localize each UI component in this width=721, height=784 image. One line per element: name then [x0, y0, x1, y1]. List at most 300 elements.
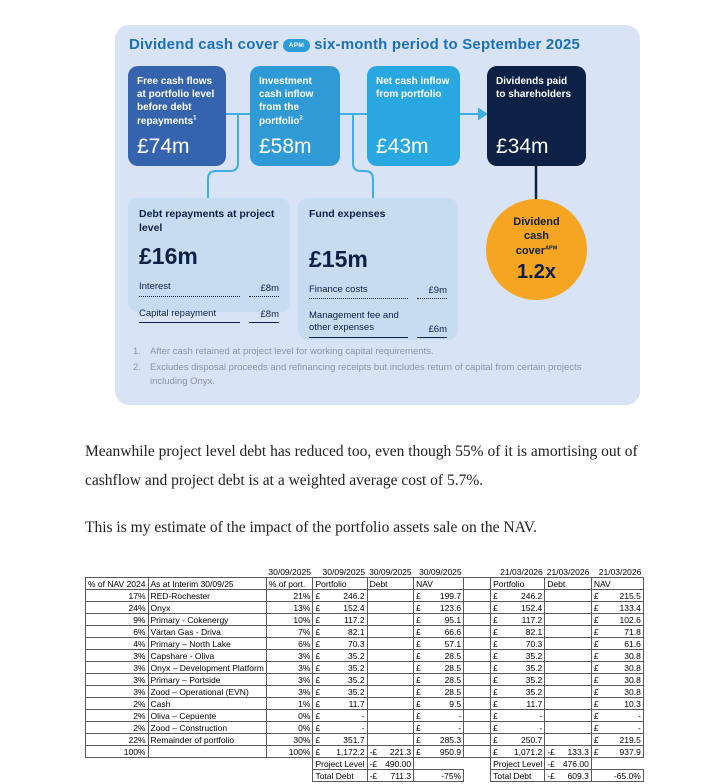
flow-box-dividends-paid	[487, 66, 586, 166]
currency-symbol-cell: £	[414, 698, 426, 710]
value-cell: 133.3	[557, 746, 591, 758]
currency-symbol-cell: £	[491, 614, 503, 626]
table-cell	[367, 614, 379, 626]
gap-cell	[464, 602, 491, 614]
table-cell	[545, 722, 557, 734]
pct-port-cell: 30%	[266, 734, 313, 746]
currency-symbol-cell: £	[591, 698, 603, 710]
value-cell: -	[503, 722, 545, 734]
pct-nav-2024-cell: 17%	[86, 590, 149, 602]
circle-value: 1.2x	[517, 260, 556, 283]
value-cell: 30.8	[603, 686, 643, 698]
pct-port-cell: 3%	[266, 674, 313, 686]
pct-port-cell: 6%	[266, 638, 313, 650]
value-cell: 35.2	[503, 650, 545, 662]
value-cell: 66.6	[426, 626, 464, 638]
gap-cell	[464, 626, 491, 638]
pct-nav-2024-cell: 100%	[86, 746, 149, 758]
footnote	[133, 361, 619, 388]
value-cell: 476.00	[557, 758, 591, 770]
table-cell	[545, 626, 557, 638]
value-cell: 117.2	[326, 614, 367, 626]
currency-symbol-cell: -£	[545, 758, 557, 770]
currency-symbol-cell: -£	[367, 770, 379, 782]
table-cell	[557, 614, 591, 626]
asset-name-cell: Onyx – Development Platform	[148, 662, 266, 674]
table-cell	[380, 650, 414, 662]
gap-cell	[464, 734, 491, 746]
row-value: £9m	[417, 285, 447, 299]
currency-symbol-cell: £	[491, 638, 503, 650]
date-header-cell: 30/09/2025	[268, 566, 311, 577]
column-header-cell: Debt	[545, 578, 592, 590]
value-cell: 215.5	[603, 590, 643, 602]
table-cell	[545, 662, 557, 674]
currency-symbol-cell: £	[591, 662, 603, 674]
row-value: £8m	[249, 309, 279, 323]
fund-box-row	[309, 284, 447, 299]
debt-box-row	[139, 281, 279, 296]
value-cell: 70.3	[503, 638, 545, 650]
row-label: Management fee and other expenses	[309, 310, 408, 338]
table-date-row	[86, 566, 644, 578]
asset-name-cell: RED-Rochester	[148, 590, 266, 602]
table-cell	[557, 590, 591, 602]
table-cell	[367, 602, 379, 614]
summary-pct-cell: -65.0%	[591, 770, 643, 782]
value-cell: 11.7	[326, 698, 367, 710]
table-row	[86, 614, 644, 626]
table-row	[86, 662, 644, 674]
body-text	[85, 438, 663, 561]
currency-symbol-cell: £	[313, 722, 326, 734]
debt-box-value: £16m	[139, 243, 198, 270]
flow-box-net-cash-inflow	[367, 66, 460, 166]
footnote	[133, 345, 619, 358]
table-cell	[464, 770, 491, 782]
table-row	[86, 698, 644, 710]
pct-port-cell: 3%	[266, 662, 313, 674]
currency-symbol-cell: £	[414, 650, 426, 662]
date-header-cell	[148, 566, 266, 578]
table-cell	[367, 734, 379, 746]
summary-label-cell: Project Level	[313, 758, 367, 770]
table-cell	[545, 638, 557, 650]
table-cell	[557, 626, 591, 638]
fund-box-title: Fund expenses	[309, 208, 386, 220]
currency-symbol-cell: £	[591, 686, 603, 698]
table-cell	[380, 626, 414, 638]
value-cell: 285.3	[426, 734, 464, 746]
currency-symbol-cell: £	[414, 602, 426, 614]
table-cell	[557, 638, 591, 650]
pct-nav-2024-cell: 9%	[86, 614, 149, 626]
currency-symbol-cell: £	[313, 602, 326, 614]
table-cell	[545, 734, 557, 746]
paragraph: Meanwhile project level debt has reduced too, even though 55% of it is amortising out of cashflow and project debt is at a weighted average cost of 5.7%.	[85, 443, 638, 489]
column-header-cell: NAV	[414, 578, 464, 590]
column-header-cell: % of port.	[266, 578, 313, 590]
currency-symbol-cell: -£	[545, 746, 557, 758]
currency-symbol-cell: £	[313, 590, 326, 602]
column-header-cell: As at Interim 30/09/25	[148, 578, 266, 590]
table-cell	[266, 770, 313, 782]
value-cell: 30.8	[603, 674, 643, 686]
currency-symbol-cell: £	[591, 746, 603, 758]
currency-symbol-cell: £	[414, 710, 426, 722]
table-cell	[367, 662, 379, 674]
date-header-cell	[464, 566, 491, 578]
value-cell: 246.2	[326, 590, 367, 602]
table-cell	[380, 722, 414, 734]
currency-symbol-cell: £	[491, 722, 503, 734]
table-cell	[557, 674, 591, 686]
pct-nav-2024-cell: 3%	[86, 650, 149, 662]
flow-box-label: Net cash inflow from portfolio	[376, 76, 450, 101]
table-cell	[380, 590, 414, 602]
pct-nav-2024-cell: 6%	[86, 626, 149, 638]
pct-port-cell: 0%	[266, 710, 313, 722]
value-cell: 937.9	[603, 746, 643, 758]
currency-symbol-cell: £	[414, 614, 426, 626]
column-header-cell: % of NAV 2024	[86, 578, 149, 590]
column-header-cell: Portfolio	[491, 578, 545, 590]
table-cell	[148, 758, 266, 770]
flow-box-free-cash-flows	[128, 66, 226, 166]
currency-symbol-cell: £	[591, 722, 603, 734]
table-summary-row	[86, 758, 644, 770]
gap-cell	[464, 722, 491, 734]
circle-label: Dividend cash cover$^{APM}$	[513, 216, 560, 257]
asset-name-cell: Capshare - Oliva	[148, 650, 266, 662]
footnote-text: After cash retained at project level for working capital requirements.	[150, 346, 434, 357]
asset-name-cell: Onyx	[148, 602, 266, 614]
table-cell	[545, 602, 557, 614]
value-cell: 250.7	[503, 734, 545, 746]
asset-name-cell: Primary – North Lake	[148, 638, 266, 650]
gap-cell	[464, 686, 491, 698]
currency-symbol-cell: £	[414, 626, 426, 638]
table-row	[86, 602, 644, 614]
asset-name-cell: Värtan Gas - Driva	[148, 626, 266, 638]
value-cell: 1,071.2	[503, 746, 545, 758]
table-cell	[367, 722, 379, 734]
pct-nav-2024-cell: 24%	[86, 602, 149, 614]
asset-name-cell: Zood – Construction	[148, 722, 266, 734]
table-row	[86, 722, 644, 734]
pct-port-cell: 10%	[266, 614, 313, 626]
value-cell: -	[503, 710, 545, 722]
table-cell	[86, 770, 149, 782]
fund-expenses-box	[298, 198, 458, 340]
asset-name-cell: Primary – Portside	[148, 674, 266, 686]
table-cell	[591, 758, 643, 770]
currency-symbol-cell: £	[414, 638, 426, 650]
currency-symbol-cell: £	[414, 686, 426, 698]
dividend-cash-cover-circle	[486, 199, 587, 300]
table-cell	[557, 734, 591, 746]
value-cell: 35.2	[326, 650, 367, 662]
currency-symbol-cell: £	[591, 626, 603, 638]
table-cell	[86, 758, 149, 770]
value-cell: 246.2	[503, 590, 545, 602]
footnote-number: 1.	[133, 346, 141, 357]
table-summary-row	[86, 770, 644, 782]
nav-impact-table-wrap	[85, 566, 644, 782]
gap-cell	[464, 674, 491, 686]
value-cell: 133.4	[603, 602, 643, 614]
value-cell: 35.2	[326, 662, 367, 674]
currency-symbol-cell: £	[313, 686, 326, 698]
paragraph: This is my estimate of the impact of the portfolio assets sale on the NAV.	[85, 518, 537, 536]
apm-badge: APM	[283, 39, 310, 52]
date-header-cell	[86, 566, 149, 578]
debt-box-title: Debt repayments at project level	[139, 208, 275, 234]
gap-cell	[464, 710, 491, 722]
column-header-cell: Portfolio	[313, 578, 367, 590]
flow-box-value: £34m	[496, 135, 549, 158]
date-header-cell: 30/09/2025	[419, 566, 462, 577]
table-cell	[545, 710, 557, 722]
value-cell: 71.8	[603, 626, 643, 638]
currency-symbol-cell: £	[491, 674, 503, 686]
currency-symbol-cell: £	[414, 746, 426, 758]
table-cell	[414, 758, 464, 770]
table-row	[86, 650, 644, 662]
table-cell	[557, 722, 591, 734]
flow-box-label: Investment cash inflow from the portfolio$^2$	[259, 76, 314, 127]
table-cell	[266, 758, 313, 770]
debt-box-row	[139, 308, 279, 323]
currency-symbol-cell: £	[491, 650, 503, 662]
currency-symbol-cell: £	[414, 662, 426, 674]
value-cell: 70.3	[326, 638, 367, 650]
gap-cell	[464, 614, 491, 626]
date-header-cell: 30/09/2025	[369, 566, 412, 577]
panel-title-rest: six-month period to September 2025	[314, 36, 581, 53]
value-cell: 1,172.2	[326, 746, 367, 758]
currency-symbol-cell: £	[491, 746, 503, 758]
gap-cell	[464, 662, 491, 674]
value-cell: 117.2	[503, 614, 545, 626]
currency-symbol-cell: £	[313, 650, 326, 662]
fund-box-value: £15m	[309, 245, 368, 272]
value-cell: 219.5	[603, 734, 643, 746]
row-value: £6m	[417, 324, 447, 338]
table-cell	[380, 602, 414, 614]
pct-nav-2024-cell: 2%	[86, 698, 149, 710]
table-cell	[148, 770, 266, 782]
date-header-cell: 30/09/2025	[322, 566, 366, 577]
asset-name-cell: Zood – Operational (EVN)	[148, 686, 266, 698]
gap-cell	[464, 650, 491, 662]
asset-name-cell: Remainder of portfolio	[148, 734, 266, 746]
currency-symbol-cell: £	[591, 710, 603, 722]
row-label: Finance costs	[309, 284, 408, 299]
currency-symbol-cell: £	[414, 734, 426, 746]
table-row	[86, 590, 644, 602]
currency-symbol-cell: £	[414, 722, 426, 734]
value-cell: 35.2	[503, 686, 545, 698]
table-cell	[367, 674, 379, 686]
summary-pct-cell: -75%	[414, 770, 464, 782]
dividend-flow-panel	[115, 25, 640, 405]
footnote-number: 2.	[133, 362, 141, 374]
currency-symbol-cell: £	[313, 614, 326, 626]
value-cell: 10.3	[603, 698, 643, 710]
row-label: Capital repayment	[139, 308, 240, 323]
pct-port-cell: 21%	[266, 590, 313, 602]
nav-impact-table	[85, 566, 644, 782]
pct-port-cell: 0%	[266, 722, 313, 734]
value-cell: 152.4	[326, 602, 367, 614]
date-header-cell: 21/03/2026	[500, 566, 543, 577]
pct-port-cell: 3%	[266, 686, 313, 698]
value-cell: 61.6	[603, 638, 643, 650]
table-row	[86, 734, 644, 746]
currency-symbol-cell: £	[491, 662, 503, 674]
value-cell: 152.4	[503, 602, 545, 614]
currency-symbol-cell: -£	[367, 758, 379, 770]
currency-symbol-cell: £	[491, 602, 503, 614]
currency-symbol-cell: £	[591, 674, 603, 686]
table-cell	[367, 626, 379, 638]
table-row	[86, 746, 644, 758]
value-cell: 609.3	[557, 770, 591, 782]
date-header-cell: 21/03/2026	[546, 566, 590, 577]
value-cell: -	[426, 710, 464, 722]
value-cell: 950.9	[426, 746, 464, 758]
table-cell	[557, 662, 591, 674]
footnote-text: Excludes disposal proceeds and refinancing receipts but includes return of capital from certain projects including Onyx.	[150, 362, 582, 387]
table-cell	[380, 710, 414, 722]
currency-symbol-cell: £	[591, 614, 603, 626]
pct-nav-2024-cell: 4%	[86, 638, 149, 650]
table-row	[86, 626, 644, 638]
currency-symbol-cell: £	[491, 686, 503, 698]
table-cell	[367, 686, 379, 698]
currency-symbol-cell: £	[313, 734, 326, 746]
value-cell: 35.2	[326, 674, 367, 686]
value-cell: 82.1	[503, 626, 545, 638]
asset-name-cell	[148, 746, 266, 758]
value-cell: -	[326, 710, 367, 722]
table-cell	[367, 590, 379, 602]
currency-symbol-cell: -£	[367, 746, 379, 758]
table-cell	[464, 758, 491, 770]
table-cell	[557, 710, 591, 722]
panel-title	[129, 36, 580, 53]
currency-symbol-cell: £	[591, 734, 603, 746]
table-cell	[557, 650, 591, 662]
currency-symbol-cell: £	[313, 746, 326, 758]
value-cell: 28.5	[426, 650, 464, 662]
column-header-cell	[464, 578, 491, 590]
table-cell	[545, 614, 557, 626]
currency-symbol-cell: -£	[545, 770, 557, 782]
pct-nav-2024-cell: 2%	[86, 722, 149, 734]
table-cell	[545, 674, 557, 686]
table-header-row	[86, 578, 644, 590]
value-cell: 711.3	[380, 770, 414, 782]
currency-symbol-cell: £	[591, 638, 603, 650]
currency-symbol-cell: £	[491, 710, 503, 722]
table-cell	[380, 686, 414, 698]
flow-box-label: Free cash flows at portfolio level before debt repayments$^1$	[137, 76, 215, 127]
value-cell: 35.2	[503, 674, 545, 686]
table-cell	[557, 698, 591, 710]
column-header-cell: Debt	[367, 578, 414, 590]
column-header-cell: NAV	[591, 578, 643, 590]
pct-nav-2024-cell: 3%	[86, 686, 149, 698]
table-cell	[367, 650, 379, 662]
flow-box-label: Dividends paid to shareholders	[496, 76, 572, 101]
value-cell: -	[603, 722, 643, 734]
table-row	[86, 710, 644, 722]
table-cell	[380, 614, 414, 626]
currency-symbol-cell: £	[313, 662, 326, 674]
value-cell: 11.7	[503, 698, 545, 710]
value-cell: 351.7	[326, 734, 367, 746]
value-cell: -	[426, 722, 464, 734]
currency-symbol-cell: £	[414, 590, 426, 602]
asset-name-cell: Cash	[148, 698, 266, 710]
table-cell	[545, 698, 557, 710]
value-cell: -	[326, 722, 367, 734]
table-cell	[557, 602, 591, 614]
value-cell: 30.8	[603, 662, 643, 674]
pct-nav-2024-cell: 3%	[86, 662, 149, 674]
flow-box-investment-cash-inflow	[250, 66, 340, 166]
asset-name-cell: Oliva – Cepuente	[148, 710, 266, 722]
row-label: Interest	[139, 281, 240, 296]
table-cell	[557, 686, 591, 698]
pct-nav-2024-cell: 2%	[86, 710, 149, 722]
summary-label-cell: Total Debt	[313, 770, 367, 782]
value-cell: 28.5	[426, 674, 464, 686]
currency-symbol-cell: £	[313, 698, 326, 710]
pct-port-cell: 100%	[266, 746, 313, 758]
table-cell	[367, 698, 379, 710]
table-cell	[545, 686, 557, 698]
table-cell	[367, 710, 379, 722]
value-cell: 57.1	[426, 638, 464, 650]
flow-box-value: £58m	[259, 135, 312, 158]
flow-box-value: £74m	[137, 135, 190, 158]
gap-cell	[464, 590, 491, 602]
flow-box-value: £43m	[376, 135, 429, 158]
summary-label-cell: Total Debt	[491, 770, 545, 782]
value-cell: 28.5	[426, 686, 464, 698]
table-cell	[367, 638, 379, 650]
value-cell: 221.3	[380, 746, 414, 758]
value-cell: 35.2	[503, 662, 545, 674]
value-cell: 82.1	[326, 626, 367, 638]
currency-symbol-cell: £	[591, 602, 603, 614]
row-value: £8m	[249, 283, 279, 297]
currency-symbol-cell: £	[313, 674, 326, 686]
currency-symbol-cell: £	[313, 710, 326, 722]
table-cell	[545, 650, 557, 662]
footnotes	[133, 345, 619, 391]
table-cell	[380, 638, 414, 650]
currency-symbol-cell: £	[591, 590, 603, 602]
table-row	[86, 686, 644, 698]
value-cell: 9.5	[426, 698, 464, 710]
currency-symbol-cell: £	[591, 650, 603, 662]
pct-nav-2024-cell: 3%	[86, 674, 149, 686]
table-cell	[380, 698, 414, 710]
